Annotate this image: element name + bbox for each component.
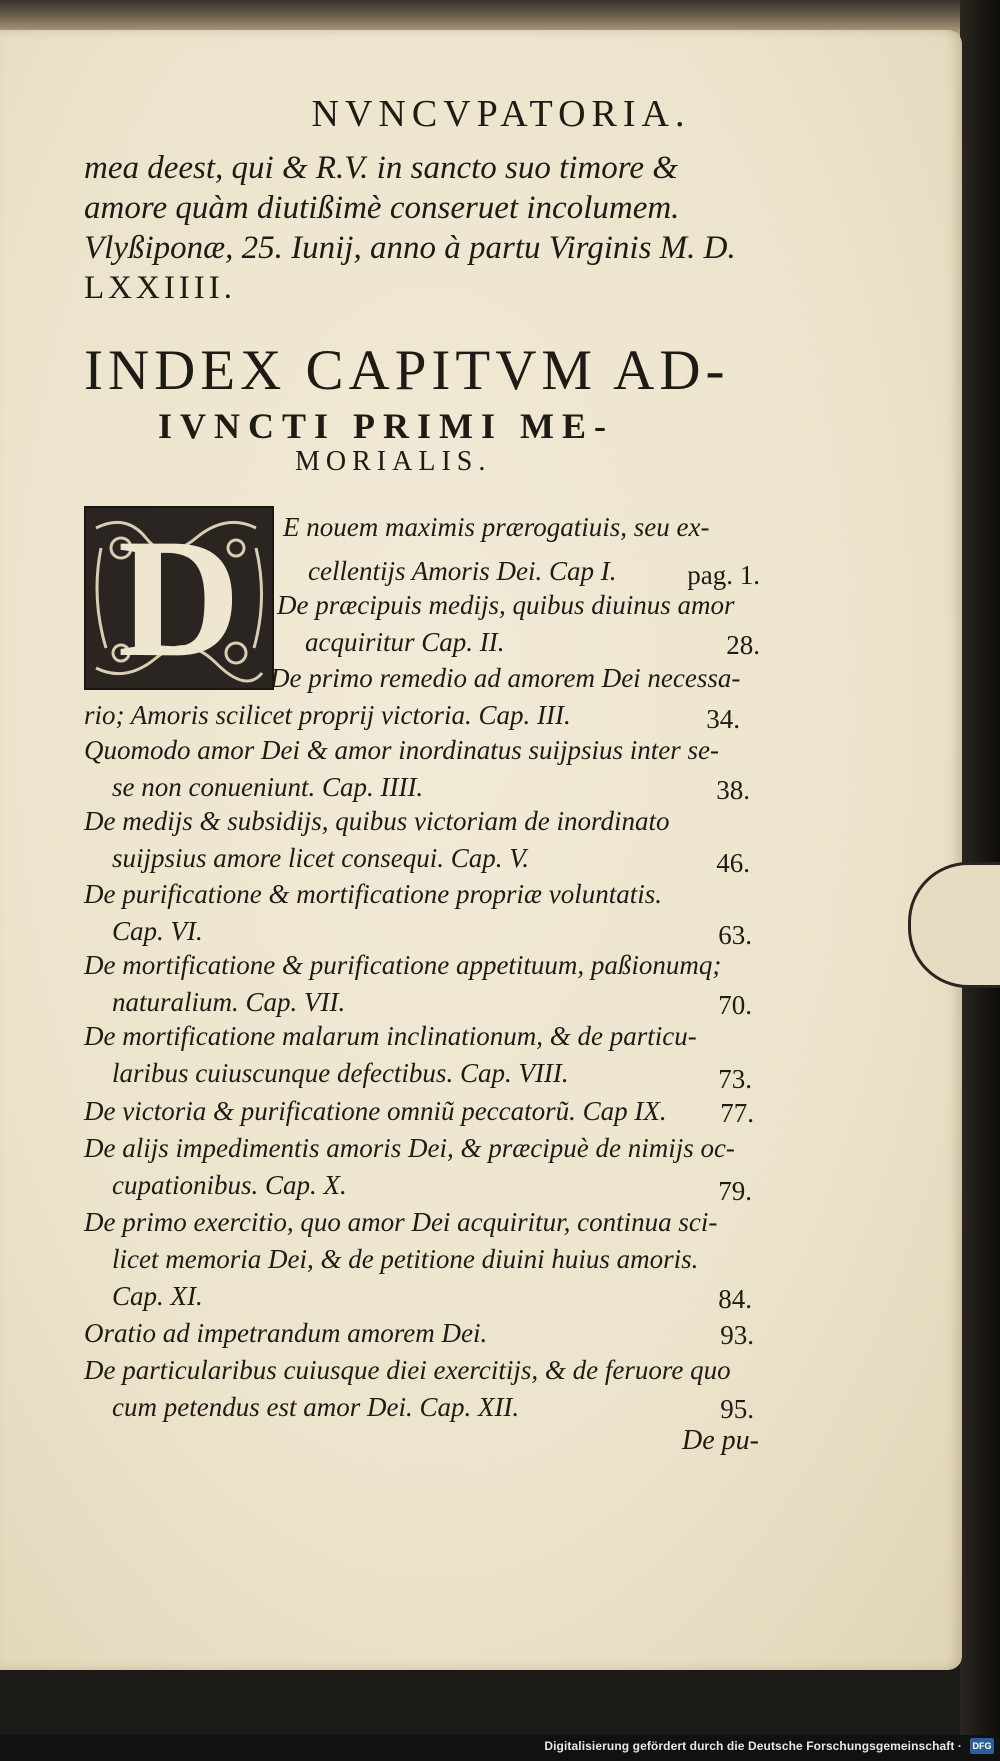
toc-entry-line: suijpsius amore licet consequi. Cap. V. bbox=[112, 843, 529, 873]
toc-page-number: 38. bbox=[716, 775, 750, 805]
toc-entry-line: De præcipuis medijs, quibus diuinus amor bbox=[277, 590, 735, 620]
toc-page-number: 84. bbox=[718, 1284, 752, 1314]
toc-entry-line: Cap. VI. bbox=[112, 916, 203, 946]
toc-entry-line: De purificatione & mortificatione propriæ voluntatis. bbox=[84, 879, 662, 909]
toc-entry-line: se non conueniunt. Cap. IIII. bbox=[112, 772, 424, 802]
toc-entry-line: De medijs & subsidijs, quibus victoriam de inordinato bbox=[84, 806, 670, 836]
toc-entry-line: rio; Amoris scilicet proprij victoria. Cap. III. bbox=[84, 700, 571, 730]
dedication-line: mea deest, qui & R.V. in sancto suo timore & bbox=[84, 150, 678, 186]
index-subtitle: MORIALIS. bbox=[295, 446, 492, 477]
toc-entry-line: Quomodo amor Dei & amor inordinatus suijpsius inter se- bbox=[84, 735, 720, 765]
toc-page-number: 95. bbox=[720, 1394, 754, 1424]
toc-page-number: 73. bbox=[718, 1064, 752, 1094]
toc-entry-line: cum petendus est amor Dei. Cap. XII. bbox=[112, 1392, 520, 1422]
dfg-logo-icon: DFG bbox=[970, 1738, 994, 1754]
decorated-initial bbox=[84, 506, 274, 690]
toc-page-number: 28. bbox=[726, 630, 760, 660]
index-subtitle: IVNCTI PRIMI ME- bbox=[158, 406, 614, 446]
running-head: NVNCVPATORIA. bbox=[311, 93, 691, 135]
toc-entry-line: Oratio ad impetrandum amorem Dei. bbox=[84, 1318, 488, 1348]
toc-entry-line: De mortificatione & purificatione appetituum, paßionumq; bbox=[84, 950, 722, 980]
footer-credit: Digitalisierung gefördert durch die Deutsche Forschungsgemeinschaft · bbox=[544, 1739, 962, 1753]
toc-entry-line: De particularibus cuiusque diei exercitijs, & de feruore quo bbox=[84, 1355, 731, 1385]
toc-page-number: 77. bbox=[720, 1098, 754, 1128]
toc-page-number: pag. 1. bbox=[687, 560, 760, 590]
toc-entry-line: De mortificatione malarum inclinationum, & de particu- bbox=[84, 1021, 697, 1051]
toc-page-number: 79. bbox=[718, 1176, 752, 1206]
toc-entry-line: De victoria & purificatione omniũ peccatorũ. Cap IX. bbox=[84, 1096, 667, 1126]
dedication-line: Vlyßiponæ, 25. Iunij, anno à partu Virginis M. D. bbox=[84, 230, 736, 266]
toc-entry-line: cellentijs Amoris Dei. Cap I. bbox=[308, 556, 617, 586]
dedication-line: amore quàm diutißimè conseruet incolumem. bbox=[84, 190, 680, 226]
toc-page-number: 34. bbox=[706, 704, 740, 734]
toc-entry-line: De alijs impedimentis amoris Dei, & præcipuè de nimijs oc- bbox=[84, 1133, 735, 1163]
toc-entry-line: De primo exercitio, quo amor Dei acquiritur, continua sci- bbox=[84, 1207, 718, 1237]
toc-entry-line: laribus cuiuscunque defectibus. Cap. VIII. bbox=[112, 1058, 569, 1088]
toc-entry-line: cupationibus. Cap. X. bbox=[112, 1170, 347, 1200]
index-title: INDEX CAPITVM AD- bbox=[84, 339, 730, 402]
toc-page-number: 93. bbox=[720, 1320, 754, 1350]
toc-page-number: 46. bbox=[716, 848, 750, 878]
toc-entry-line: naturalium. Cap. VII. bbox=[112, 987, 346, 1017]
toc-entry-line: acquiritur Cap. II. bbox=[305, 627, 505, 657]
dedication-line: LXXIIII. bbox=[84, 270, 237, 306]
toc-entry-line: De primo remedio ad amorem Dei necessa- bbox=[270, 663, 741, 693]
catchword: De pu- bbox=[682, 1425, 759, 1456]
toc-page-number: 63. bbox=[718, 920, 752, 950]
toc-entry-line: E nouem maximis prærogatiuis, seu ex- bbox=[283, 512, 710, 542]
toc-entry-line: Cap. XI. bbox=[112, 1281, 203, 1311]
dropcap-letter: D bbox=[117, 504, 241, 692]
toc-page-number: 70. bbox=[718, 990, 752, 1020]
toc-entry-line: licet memoria Dei, & de petitione diuini huius amoris. bbox=[112, 1244, 699, 1274]
